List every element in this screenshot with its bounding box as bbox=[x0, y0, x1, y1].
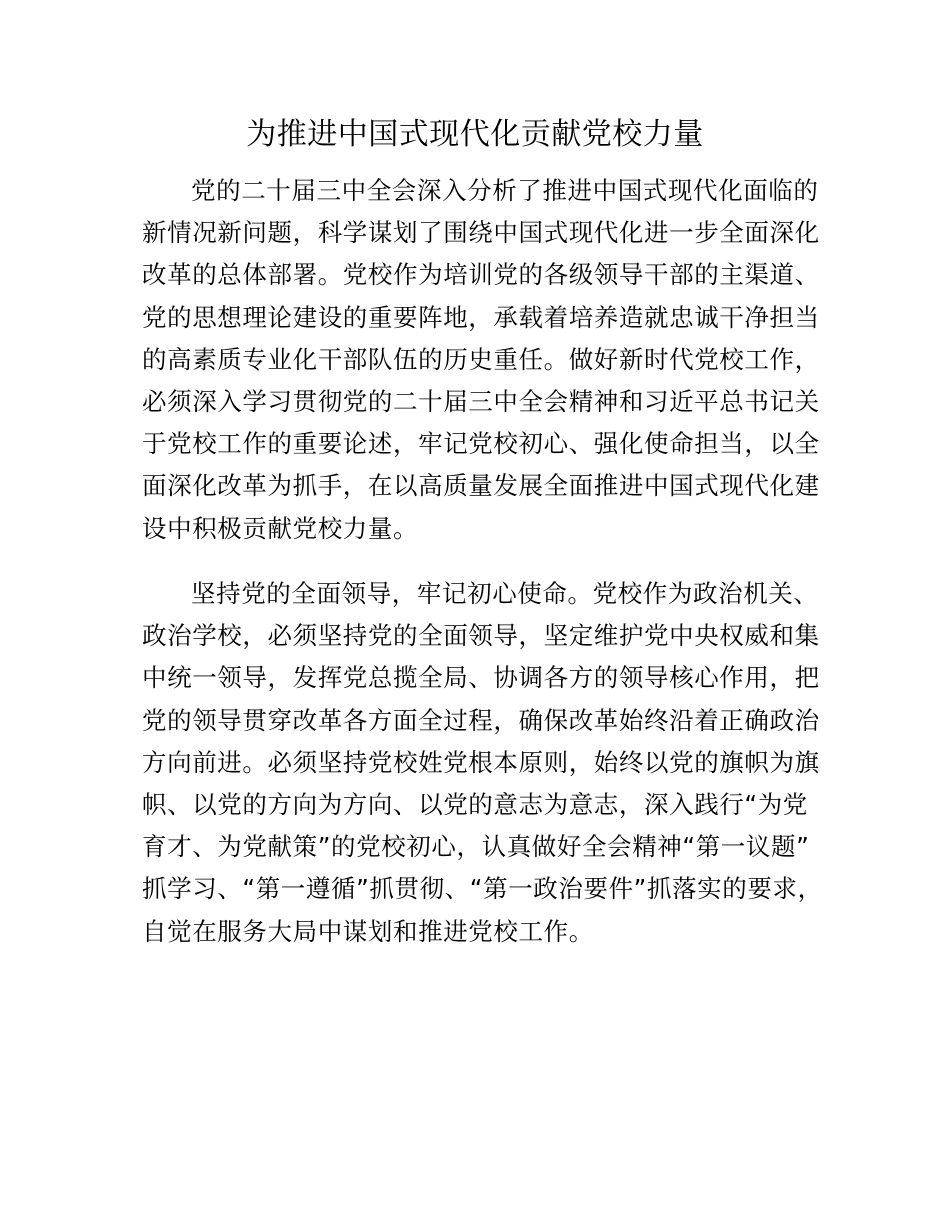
paragraph-line: 党的领导贯穿改革各方面全过程，确保改革始终沿着正确政治 bbox=[142, 705, 820, 735]
paragraph-1 bbox=[142, 170, 842, 550]
paragraph-line: 新情况新问题，科学谋划了围绕中国式现代化进一步全面深化 bbox=[142, 218, 820, 248]
paragraph-line: 的高素质专业化干部队伍的历史重任。做好新时代党校工作， bbox=[142, 344, 820, 374]
paragraph-line: 自觉在服务大局中谋划和推进党校工作。 bbox=[142, 916, 594, 946]
paragraph-line: 帜、以党的方向为方向、以党的意志为意志，深入践行“为党 bbox=[142, 789, 808, 819]
paragraph-2 bbox=[142, 573, 842, 953]
paragraph-line: 抓学习、“第一遵循”抓贯彻、“第一政治要件”抓落实的要求， bbox=[142, 874, 823, 904]
paragraph-line: 于党校工作的重要论述，牢记党校初心、强化使命担当，以全 bbox=[142, 429, 820, 459]
paragraph-line: 政治学校，必须坚持党的全面领导，坚定维护党中央权威和集 bbox=[142, 621, 820, 651]
paragraph-line: 方向前进。必须坚持党校姓党根本原则，始终以党的旗帜为旗 bbox=[142, 747, 820, 777]
document-title: 为推进中国式现代化贡献党校力量 bbox=[246, 117, 704, 152]
paragraph-line: 坚持党的全面领导，牢记初心使命。党校作为政治机关、 bbox=[191, 579, 819, 608]
paragraph-line: 党的二十届三中全会深入分析了推进中国式现代化面临的 bbox=[191, 176, 819, 205]
paragraph-line: 育才、为党献策”的党校初心，认真做好全会精神“第一议题” bbox=[142, 832, 810, 862]
paragraph-line: 改革的总体部署。党校作为培训党的各级领导干部的主渠道、 bbox=[142, 260, 820, 290]
paragraph-line: 中统一领导，发挥党总揽全局、协调各方的领导核心作用，把 bbox=[142, 663, 820, 693]
paragraph-line: 党的思想理论建设的重要阵地，承载着培养造就忠诚干净担当 bbox=[142, 302, 820, 332]
paragraph-line: 设中积极贡献党校力量。 bbox=[142, 513, 419, 543]
paragraph-line: 必须深入学习贯彻党的二十届三中全会精神和习近平总书记关 bbox=[142, 386, 820, 416]
paragraph-line: 面深化改革为抓手，在以高质量发展全面推进中国式现代化建 bbox=[142, 471, 820, 501]
